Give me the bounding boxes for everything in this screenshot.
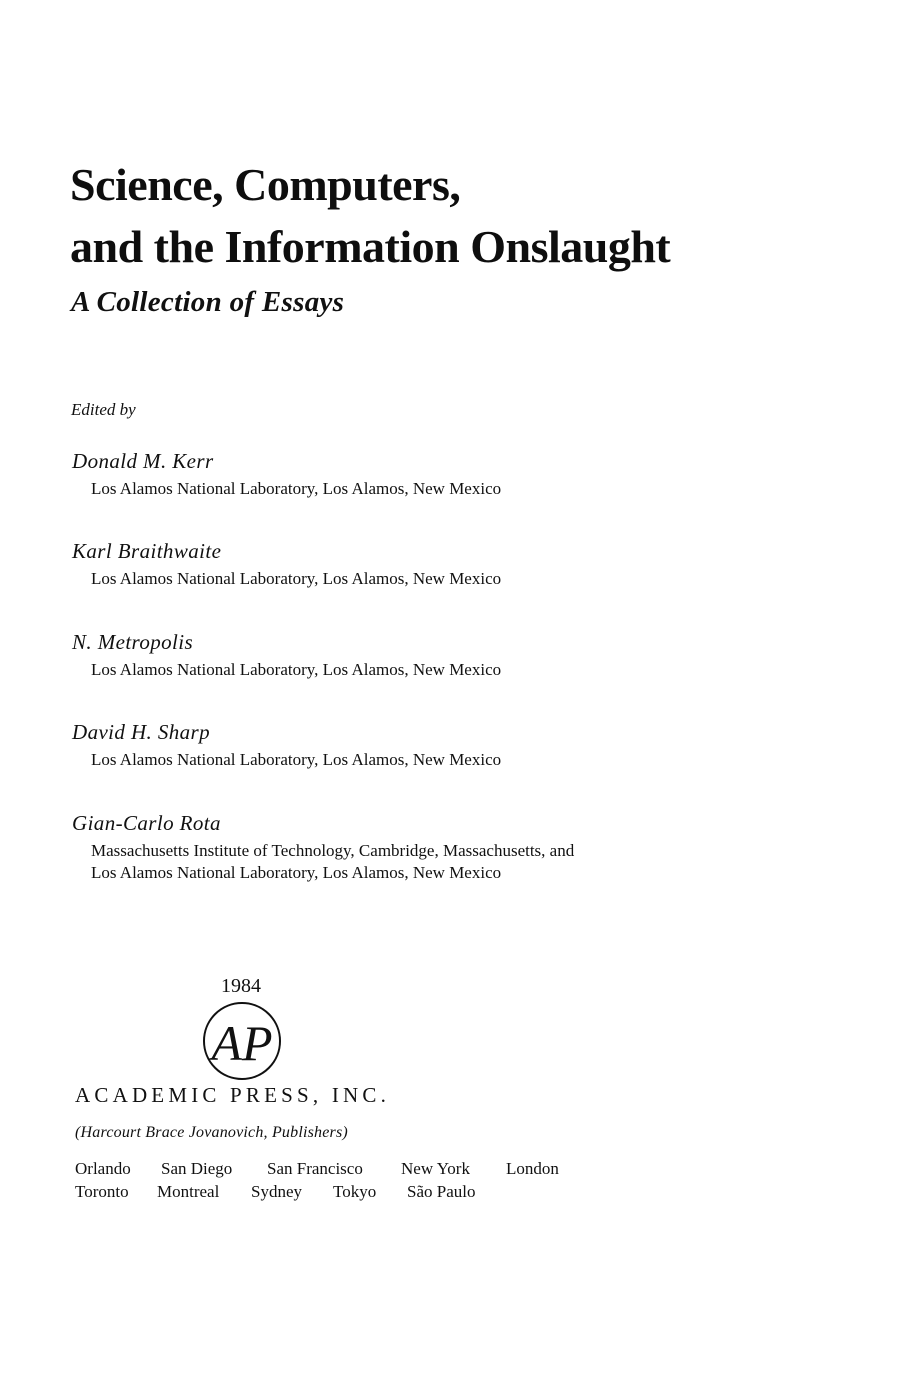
- editor-affiliation-line: Los Alamos National Laboratory, Los Alamos, New Mexico: [91, 863, 502, 882]
- editor-entry: [72, 813, 574, 884]
- editor-entry: [72, 632, 501, 681]
- edited-by-label: Edited by: [71, 400, 136, 419]
- editor-affiliation: Los Alamos National Laboratory, Los Alamos, New Mexico: [91, 479, 502, 498]
- editor-affiliation: [91, 840, 574, 884]
- editor-name: David H. Sharp: [72, 720, 211, 744]
- publisher-city: Sydney: [251, 1182, 302, 1201]
- publication-year: 1984: [221, 975, 261, 997]
- editor-name: Karl Braithwaite: [72, 539, 222, 563]
- publisher-city: São Paulo: [407, 1182, 476, 1201]
- publisher-city: Toronto: [75, 1182, 129, 1201]
- publisher-city: Tokyo: [333, 1182, 377, 1201]
- editor-affiliation-line: Massachusetts Institute of Technology, Cambridge, Massachusetts, and: [91, 841, 575, 860]
- editor-affiliation: Los Alamos National Laboratory, Los Alamos, New Mexico: [91, 750, 502, 769]
- book-title-line-2: and the Information Onslaught: [70, 221, 671, 272]
- book-subtitle: A Collection of Essays: [71, 286, 345, 318]
- publisher-city: Montreal: [157, 1182, 220, 1201]
- editor-name: Donald M. Kerr: [72, 449, 214, 473]
- editor-name: Gian-Carlo Rota: [72, 811, 221, 835]
- book-title-line-1: Science, Computers,: [70, 159, 461, 210]
- publisher-city: Orlando: [75, 1159, 131, 1178]
- publisher-city: London: [506, 1159, 559, 1178]
- editor-affiliation: Los Alamos National Laboratory, Los Alamos, New Mexico: [91, 569, 502, 588]
- logo-lettering: AP: [211, 1015, 273, 1071]
- publisher-city: New York: [401, 1159, 470, 1178]
- publisher-name: ACADEMIC PRESS, INC.: [75, 1083, 391, 1107]
- editor-name: N. Metropolis: [72, 630, 194, 654]
- publisher-city: San Francisco: [267, 1159, 363, 1178]
- editor-entry: [72, 541, 501, 590]
- editor-affiliation: Los Alamos National Laboratory, Los Alamos, New Mexico: [91, 660, 502, 679]
- publisher-city: San Diego: [161, 1159, 233, 1178]
- academic-press-logo-icon: [199, 1000, 285, 1082]
- editor-entry: [72, 451, 501, 500]
- publisher-parent: (Harcourt Brace Jovanovich, Publishers): [75, 1124, 348, 1141]
- editor-entry: [72, 722, 501, 771]
